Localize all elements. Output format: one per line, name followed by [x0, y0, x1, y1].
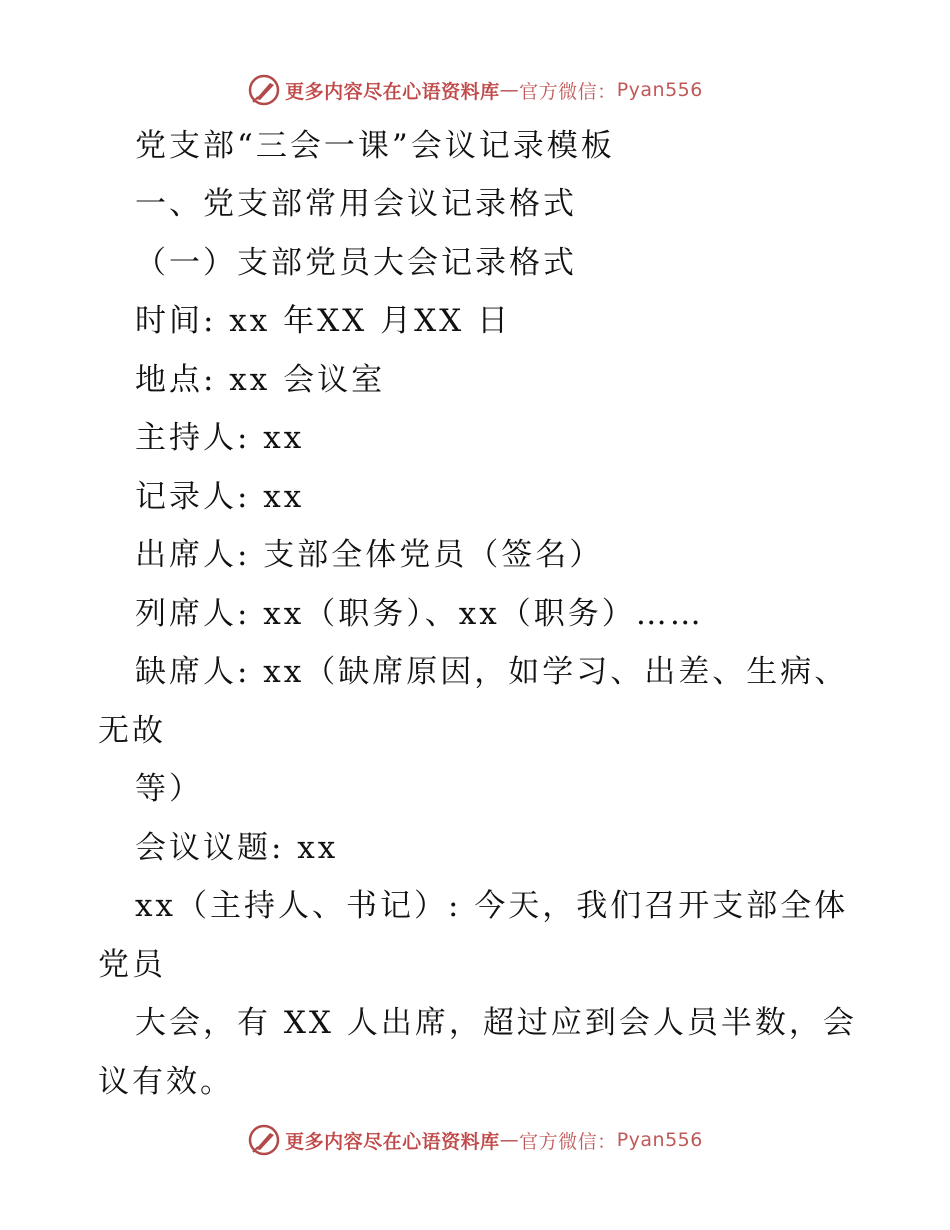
watermark-banner-top: [0, 72, 950, 108]
section-heading: 一、党支部常用会议记录格式: [135, 186, 577, 222]
paragraph-line: 无故: [98, 713, 166, 749]
paragraph-line: 等）: [135, 771, 203, 807]
paragraph-line: 党员: [98, 947, 166, 983]
field-attendees: 出席人: 支部全体党员（签名）: [135, 537, 604, 573]
paragraph-line: 议有效。: [98, 1064, 234, 1100]
watermark-wechat-id: Pyan556: [616, 1129, 703, 1151]
field-observers: 列席人: xx（职务）、xx（职务）……: [135, 596, 704, 632]
paragraph-line: xx（主持人、书记）: 今天，我们召开支部全体: [135, 888, 849, 924]
field-location: 地点: xx 会议室: [135, 362, 386, 398]
watermark-banner-bottom: [0, 1122, 950, 1158]
watermark-brand: 更多内容尽在心语资料库: [285, 80, 500, 103]
subsection-heading: （一）支部党员大会记录格式: [135, 245, 577, 281]
field-time: 时间: xx 年XX 月XX 日: [135, 303, 512, 339]
field-agenda: 会议议题: xx: [135, 830, 339, 866]
document-title: 党支部“三会一课”会议记录模板: [135, 128, 615, 164]
watermark-wechat-label: 官方微信：: [519, 1130, 617, 1153]
watermark-brand: 更多内容尽在心语资料库: [285, 1130, 500, 1153]
quill-pen-logo-icon: [247, 73, 281, 107]
paragraph-line: 大会，有 XX 人出席，超过应到会人员半数，会: [135, 1005, 857, 1041]
field-host: 主持人: xx: [135, 420, 305, 456]
watermark-separator: —: [499, 79, 520, 101]
field-recorder: 记录人: xx: [135, 479, 305, 515]
watermark-separator: —: [499, 1129, 520, 1151]
watermark-wechat-label: 官方微信：: [519, 80, 617, 103]
quill-pen-logo-icon: [247, 1123, 281, 1157]
watermark-wechat-id: Pyan556: [616, 79, 703, 101]
field-absentees: 缺席人: xx（缺席原因，如学习、出差、生病、: [135, 654, 849, 690]
